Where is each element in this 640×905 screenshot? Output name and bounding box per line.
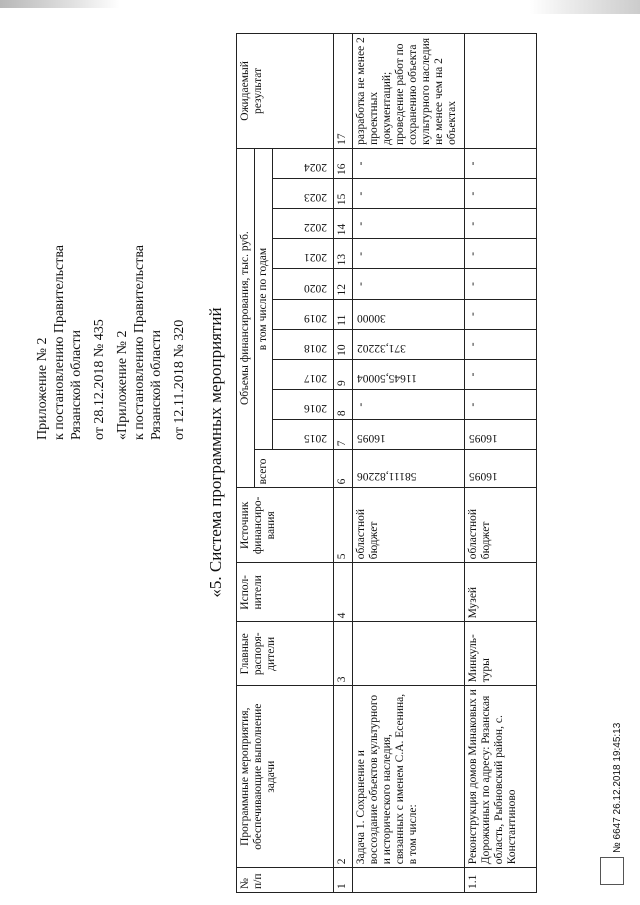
- header-date: от 12.11.2018 № 320: [172, 319, 187, 440]
- row-num: [353, 868, 465, 893]
- header-line: к постановлению Правительства: [132, 244, 147, 440]
- row-year-value: -: [465, 178, 537, 208]
- year-header: 2019: [273, 299, 334, 329]
- row-total: 58111,82206: [353, 450, 465, 488]
- year-header: 2016: [273, 389, 334, 419]
- column-index: 4: [334, 563, 353, 622]
- row-executor: [353, 563, 465, 622]
- col-header-executors: Испол- нители: [237, 563, 334, 622]
- row-year-value: 371,32202: [353, 329, 465, 359]
- year-header: 2024: [273, 148, 334, 178]
- column-index: 8: [334, 389, 353, 419]
- column-index: 7: [334, 420, 353, 450]
- col-header-num: № п/п: [237, 868, 334, 893]
- page-title: «5. Система программных мероприятий: [206, 307, 225, 598]
- col-header-funding: Объемы финансирования, тыс. руб.: [237, 148, 255, 488]
- row-year-value: -: [465, 209, 537, 239]
- row-year-value: -: [353, 178, 465, 208]
- year-header: 2017: [273, 359, 334, 389]
- column-index: 2: [334, 686, 353, 868]
- column-index: 13: [334, 239, 353, 269]
- column-index: 12: [334, 269, 353, 299]
- row-year-value: -: [465, 389, 537, 419]
- column-index: 15: [334, 178, 353, 208]
- row-total: 16095: [465, 450, 537, 488]
- table-row: [353, 34, 465, 893]
- column-index: 17: [334, 34, 353, 149]
- registration-stamp-graphic: [600, 857, 624, 885]
- header-line: к постановлению Правительства: [52, 244, 67, 440]
- table-row: [465, 34, 537, 893]
- row-year-value: -: [353, 389, 465, 419]
- row-year-value: -: [465, 239, 537, 269]
- header-line: Приложение № 2: [35, 337, 50, 440]
- row-year-value: -: [465, 359, 537, 389]
- row-measure: Задача 1. Сохранение и воссоздание объектов культурного и исторического наследия, связанных с именем С.А. Есенина, в том числе:: [353, 686, 465, 868]
- col-header-source: Источник финансиро- вания: [237, 488, 334, 563]
- column-index: 11: [334, 299, 353, 329]
- registration-stamp: № 6647 26.12.2018 19:45:13: [612, 722, 623, 853]
- program-table: [236, 33, 537, 893]
- column-index: 14: [334, 209, 353, 239]
- row-year-value: -: [465, 269, 537, 299]
- row-year-value: 11645,50004: [353, 359, 465, 389]
- row-year-value: -: [353, 209, 465, 239]
- col-header-result: Ожидаемый результат: [237, 34, 334, 149]
- row-measure: Реконструкция домов Минаковых и Дорожкиных по адресу: Рязанская область, Рыбновский район, с. Константиново: [465, 686, 537, 868]
- col-header-total: всего: [255, 450, 334, 488]
- row-year-value: -: [465, 148, 537, 178]
- row-year-value: 16095: [465, 420, 537, 450]
- header-line: Рязанской области: [69, 329, 84, 440]
- row-result: [465, 34, 537, 149]
- year-header: 2020: [273, 269, 334, 299]
- column-index: 9: [334, 359, 353, 389]
- row-num: 1.1: [465, 868, 537, 893]
- column-index-row: [334, 34, 353, 893]
- year-header: 2015: [273, 420, 334, 450]
- year-header: 2023: [273, 178, 334, 208]
- row-year-value: 30000: [353, 299, 465, 329]
- year-header: 2022: [273, 209, 334, 239]
- column-index: 10: [334, 329, 353, 359]
- row-year-value: -: [353, 269, 465, 299]
- col-header-by-year: в том числе по годам: [255, 148, 273, 449]
- column-index: 6: [334, 450, 353, 488]
- row-year-value: -: [465, 329, 537, 359]
- col-header-measures: Программные мероприятия, обеспечивающие выполнение задачи: [237, 686, 334, 868]
- row-manager: [353, 622, 465, 686]
- row-year-value: -: [465, 299, 537, 329]
- column-index: 16: [334, 148, 353, 178]
- row-year-value: -: [353, 239, 465, 269]
- column-index: 3: [334, 622, 353, 686]
- column-index: 1: [334, 868, 353, 893]
- row-year-value: -: [353, 148, 465, 178]
- appendix-header: [34, 140, 194, 440]
- row-source: областной бюджет: [353, 488, 465, 563]
- col-header-managers: Главные распоря- дители: [237, 622, 334, 686]
- row-executor: Музей: [465, 563, 537, 622]
- row-source: областной бюджет: [465, 488, 537, 563]
- year-header: 2021: [273, 239, 334, 269]
- column-index: 5: [334, 488, 353, 563]
- header-date: от 28.12.2018 № 435: [92, 319, 107, 440]
- year-header: 2018: [273, 329, 334, 359]
- row-year-value: 16095: [353, 420, 465, 450]
- row-manager: Минкуль- туры: [465, 622, 537, 686]
- header-line: «Приложение № 2: [115, 330, 130, 440]
- header-line: Рязанской области: [149, 329, 164, 440]
- row-result: разработка не менее 2 проектных документаций; проведение работ по сохранению объекта культурного наследия не менее чем на 2 объектах: [353, 34, 465, 149]
